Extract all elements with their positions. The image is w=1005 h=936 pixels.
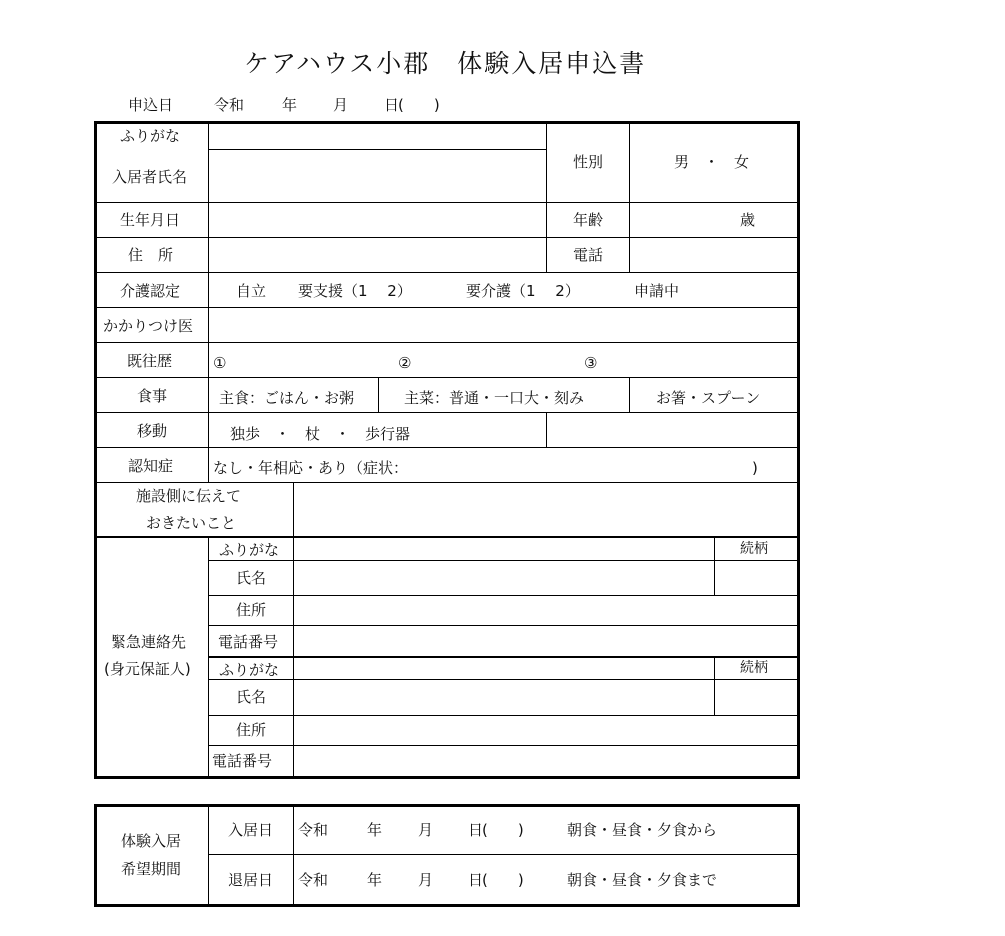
applicant-name-input[interactable] xyxy=(210,151,545,201)
history-item-1: ① xyxy=(213,354,227,372)
trial-label-line2: 希望期間 xyxy=(121,860,182,878)
emergency-label-line1: 緊急連絡先 xyxy=(111,633,187,651)
phone-input[interactable] xyxy=(631,239,796,271)
history-item-3: ③ xyxy=(584,354,598,372)
move-in-year: 年 xyxy=(367,821,383,839)
doctor-input[interactable] xyxy=(210,309,796,341)
application-date-month: 月 xyxy=(333,96,349,114)
applicant-name-label: 入居者氏名 xyxy=(112,168,188,186)
contact1-name-label: 氏名 xyxy=(236,569,267,587)
history-label: 既往歴 xyxy=(127,352,173,370)
contact2-name-input[interactable] xyxy=(295,681,713,714)
emergency-label-line2: (身元保証人) xyxy=(104,660,191,678)
contact1-phone-label: 電話番号 xyxy=(218,633,279,651)
move-in-weekday: ( ) xyxy=(482,821,524,839)
move-in-meals[interactable]: 朝食・昼食・夕食から xyxy=(567,821,718,839)
dementia-label: 認知症 xyxy=(128,457,174,475)
application-date-era: 令和 xyxy=(214,96,245,114)
contact2-furigana-label: ふりがな xyxy=(219,661,280,679)
contact1-address-input[interactable] xyxy=(295,597,796,624)
dementia-close-paren: ) xyxy=(752,459,758,477)
move-in-month: 月 xyxy=(418,821,434,839)
move-out-meals[interactable]: 朝食・昼食・夕食まで xyxy=(567,871,718,889)
mobility-label: 移動 xyxy=(137,422,168,440)
contact1-address-label: 住所 xyxy=(236,601,267,619)
meal-staple-options[interactable]: 主食：ごはん・お粥 xyxy=(219,389,355,407)
contact1-relation-label: 続柄 xyxy=(740,541,768,557)
care-pending-option[interactable]: 申請中 xyxy=(634,282,680,300)
contact2-name-label: 氏名 xyxy=(236,688,267,706)
move-out-day: 日 xyxy=(468,871,484,889)
care-support-option[interactable]: 要支援（1 2） xyxy=(298,282,412,300)
mobility-options[interactable]: 独歩 ・ 杖 ・ 歩行器 xyxy=(230,425,411,443)
phone-label: 電話 xyxy=(573,246,604,264)
move-out-weekday: ( ) xyxy=(482,871,524,889)
notes-label-line2: おきたいこと xyxy=(146,514,237,532)
age-unit: 歳 xyxy=(740,211,756,229)
furigana-input[interactable] xyxy=(210,124,545,148)
contact1-name-input[interactable] xyxy=(295,562,713,594)
furigana-label: ふりがな xyxy=(120,127,181,145)
trial-label-line1: 体験入居 xyxy=(121,832,182,850)
move-out-era: 令和 xyxy=(298,871,329,889)
gender-options[interactable]: 男 ・ 女 xyxy=(674,153,750,171)
contact1-furigana-label: ふりがな xyxy=(219,541,280,559)
history-item-2: ② xyxy=(398,354,412,372)
meal-utensil-options[interactable]: お箸・スプーン xyxy=(656,389,761,407)
doctor-label: かかりつけ医 xyxy=(103,317,194,335)
move-in-era: 令和 xyxy=(298,821,329,839)
application-date-day: 日 xyxy=(384,96,400,114)
move-in-label: 入居日 xyxy=(228,821,274,839)
contact2-phone-input[interactable] xyxy=(295,747,796,776)
page-title: ケアハウス小郡 体験入居申込書 xyxy=(244,49,647,78)
care-needed-option[interactable]: 要介護（1 2） xyxy=(466,282,580,300)
care-cert-label: 介護認定 xyxy=(120,282,181,300)
age-label: 年齢 xyxy=(573,211,604,229)
notes-input[interactable] xyxy=(295,484,796,535)
gender-label-text: 性別 xyxy=(573,153,604,171)
contact2-relation-label: 続柄 xyxy=(740,660,768,676)
address-label: 住 所 xyxy=(128,246,174,264)
move-out-year: 年 xyxy=(367,871,383,889)
contact2-address-input[interactable] xyxy=(295,717,796,744)
age-input[interactable] xyxy=(631,204,731,236)
contact2-phone-label: 電話番号 xyxy=(212,752,273,770)
care-independent-option[interactable]: 自立 xyxy=(236,282,267,300)
contact2-address-label: 住所 xyxy=(236,721,267,739)
application-date-weekday: ( ) xyxy=(398,96,440,114)
application-date-label: 申込日 xyxy=(128,96,174,114)
contact1-phone-input[interactable] xyxy=(295,627,796,655)
dob-input[interactable] xyxy=(210,204,545,236)
move-out-label: 退居日 xyxy=(228,871,274,889)
address-input[interactable] xyxy=(210,239,545,271)
move-in-day: 日 xyxy=(468,821,484,839)
dob-label: 生年月日 xyxy=(120,211,181,229)
move-out-month: 月 xyxy=(418,871,434,889)
notes-label-line1: 施設側に伝えて xyxy=(136,487,242,505)
meal-label: 食事 xyxy=(137,387,168,405)
meal-side-options[interactable]: 主菜：普通・一口大・刻み xyxy=(404,389,585,407)
application-date-year: 年 xyxy=(282,96,298,114)
dementia-options[interactable]: なし・年相応・あり（症状： xyxy=(213,459,409,477)
